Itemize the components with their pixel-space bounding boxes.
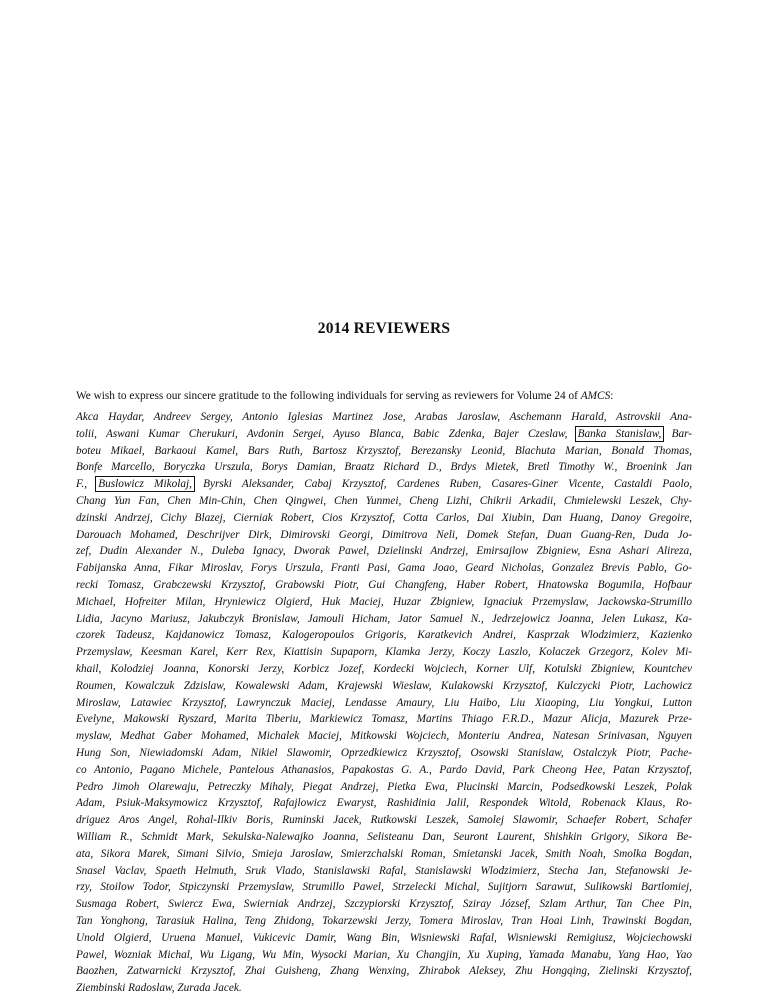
intro-paragraph [76,389,692,404]
highlighted-reviewer-buslowicz: Buslowicz Mikolaj, [98,478,192,491]
reviewer-line: Ziembinski Radoslaw, Zurada Jacek. [76,982,242,995]
reviewer-line [76,476,692,493]
journal-name: AMCS [580,390,611,402]
reviewer-line: Unold Olgierd, Uruena Manuel, Vukicevic Damir, Wang Bin, Wisniewski Rafal, Wisniewski Remigiusz, Wojciechowski [76,931,692,944]
reviewer-line: William R., Schmidt Mark, Sekulska-Nalewajko Joanna, Selisteanu Dan, Seuront Laurent, Shishkin Grigory, Sikora Be- [76,830,692,843]
reviewer-line: boteu Mikael, Barkaoui Kamel, Bars Ruth, Bartosz Krzysztof, Berezansky Leonid, Blachuta Marian, Bonald Thomas, [76,444,692,457]
reviewer-line: Darouach Mohamed, Deschrijver Dirk, Dimirovski Georgi, Dimitrova Neli, Domek Stefan, Duan Guang-Ren, Duda Jo- [76,528,692,541]
reviewer-line: Pedro Jimoh Olarewaju, Petreczky Mihaly, Piegat Andrzej, Pietka Ewa, Plucinski Marcin, Podsedkowski Leszek, Polak [76,780,692,793]
intro-end: : [610,390,614,402]
reviewer-line: dzinski Andrzej, Cichy Blazej, Cierniak Robert, Cios Krzysztof, Cotta Carlos, Dai Xiubin, Dan Huang, Danoy Gregoire, [76,511,692,524]
reviewer-line: Fabijanska Anna, Fikar Miroslav, Forys Urszula, Franti Pasi, Gama Joao, Geard Nicholas, Gonzalez Brevis Pablo, Go- [76,562,692,575]
reviewer-line: Snasel Vaclav, Spaeth Helmuth, Sruk Vlado, Stanislawski Rafal, Stanislawski Wlodzimierz, Stecha Jan, Stefanowski Je- [76,864,692,877]
reviewer-line: Chang Yun Fan, Chen Min-Chin, Chen Qingwei, Chen Yunmei, Cheng Lizhi, Chikrii Arkadii, Chmielewski Leszek, Chy- [76,494,692,507]
reviewer-line: recki Tomasz, Grabczewski Krzysztof, Grabowski Piotr, Gui Changfeng, Haber Robert, Hnatowska Bogumila, Hofbaur [76,578,692,591]
reviewer-line: Bonfe Marcello, Boryczka Urszula, Borys Damian, Braatz Richard D., Brdys Mietek, Bretl Timothy W., Broenink Jan [76,461,692,474]
reviewer-line: Evelyne, Makowski Ryszard, Marita Tiberiu, Markiewicz Tomasz, Martins Thiago F.R.D., Mazur Alicja, Mazurek Prze- [76,713,692,726]
reviewer-line: zef, Dudin Alexander N., Duleba Ignacy, Dworak Pawel, Dzielinski Andrzej, Emirsajlow Zbigniew, Esna Ashari Alireza, [76,545,692,558]
reviewer-line: Tan Yonghong, Tarasiuk Halina, Teng Zhidong, Tokarzewski Jerzy, Tomera Miroslav, Tran Hoai Linh, Trawinski Bogdan, [76,914,692,927]
page-title: 2014 REVIEWERS [317,320,451,337]
highlighted-reviewer-banka: Banka Stanislaw, [577,427,662,440]
reviewer-line: Baozhen, Zatwarnicki Krzysztof, Zhai Guisheng, Zhang Wenxing, Zhirabok Aleksey, Zhu Hongqing, Zielinski Krzysztof, [76,965,692,978]
reviewer-line: myslaw, Medhat Gaber Mohamed, Michalek Maciej, Mitkowski Wojciech, Monteriu Andrea, Natesan Srinivasan, Nguyen [76,730,692,743]
reviewer-line-text: F., [76,478,98,491]
reviewer-line: Przemyslaw, Keesman Karel, Kerr Rex, Kiattisin Supaporn, Klamka Jerzy, Koczy Laszlo, Kolaczek Grzegorz, Kolev Mi- [76,646,692,659]
reviewer-line: Roumen, Kowalczuk Zdzislaw, Kowalewski Adam, Krajewski Wieslaw, Kulakowski Krzysztof, Kulczycki Piotr, Lachowicz [76,679,692,692]
reviewer-line: driguez Aros Angel, Rohal-Ilkiv Boris, Ruminski Jacek, Rutkowski Leszek, Samolej Slawomir, Schaefer Robert, Schafer [76,814,692,827]
reviewer-line: rzy, Stoilow Todor, Stpiczynski Przemyslaw, Strumillo Pawel, Strzelecki Michal, Sujitjorn Sarawut, Sulikowski Bartlomiej, [76,881,692,894]
reviewer-line: Akca Haydar, Andreev Sergey, Antonio Iglesias Martinez Jose, Arabas Jaroslaw, Aschemann Harald, Astrovskii Ana- [76,411,692,423]
reviewer-line: co Antonio, Pagano Michele, Pantelous Athanasios, Papakostas G. A., Pardo David, Park Cheong Hee, Patan Krzysztof, [76,763,692,776]
reviewer-line: Miroslaw, Latawiec Krzysztof, Lawrynczuk Maciej, Lendasse Amaury, Liu Haibo, Liu Xiaoping, Liu Yongkui, Lutton [76,696,692,709]
reviewer-line: Michael, Hofreiter Milan, Hryniewicz Olgierd, Huk Maciej, Huzar Zbigniew, Ignaciuk Przemyslaw, Jackowska-Strumillo [76,595,692,608]
reviewer-line: Lidia, Jacyno Mariusz, Jakubczyk Bronislaw, Jamouli Hicham, Jator Samuel N., Jedrzejowicz Joanna, Jelen Lukasz, Ka- [76,612,692,625]
reviewer-line [76,426,692,443]
reviewer-line: ata, Sikora Marek, Simani Silvio, Smieja Jaroslaw, Smierzchalski Roman, Smietanski Jacek, Smith Noah, Smolka Bogdan, [76,847,692,860]
reviewer-line-text: Bar- [662,427,692,440]
reviewer-line-text: tolii, Aswani Kumar Cherukuri, Avdonin Sergei, Ayuso Blanca, Babic Zdenka, Bajer Czeslaw, [76,427,577,440]
reviewer-line: Pawel, Wozniak Michal, Wu Ligang, Wu Min, Wysocki Marian, Xu Changjin, Xu Xuping, Yamada Manabu, Yang Hao, Yao [76,948,692,961]
reviewer-line: Hung Son, Niewiadomski Adam, Nikiel Slawomir, Oprzedkiewicz Krzysztof, Osowski Stanislaw, Ostalczyk Piotr, Pache- [76,746,692,759]
reviewer-line-text: Byrski Aleksander, Cabaj Krzysztof, Cardenes Ruben, Casares-Giner Vicente, Castaldi Paolo, [192,478,693,491]
reviewer-line: czorek Tadeusz, Kajdanowicz Tomasz, Kalogeropoulos Grigoris, Karatkevich Andrei, Kasprzak Wlodzimierz, Kazienko [76,629,692,642]
reviewer-line: Susmaga Robert, Swiercz Ewa, Swierniak Andrzej, Szczypiorski Krzysztof, Sziray József, Szlam Arthur, Tan Chee Pin, [76,898,692,911]
reviewer-line: Adam, Psiuk-Maksymowicz Krzysztof, Rafajlowicz Ewaryst, Rashidinia Jalil, Respondek Witold, Robenack Klaus, Ro- [76,797,692,810]
intro-text: We wish to express our sincere gratitude to the following individuals for serving as reviewers for Volume 24 of [76,390,581,402]
reviewer-line: khail, Kolodziej Joanna, Konorski Jerzy, Korbicz Jozef, Kordecki Wojciech, Korner Ulf, Kotulski Zbigniew, Kountchev [76,662,692,675]
reviewer-list [76,409,692,997]
